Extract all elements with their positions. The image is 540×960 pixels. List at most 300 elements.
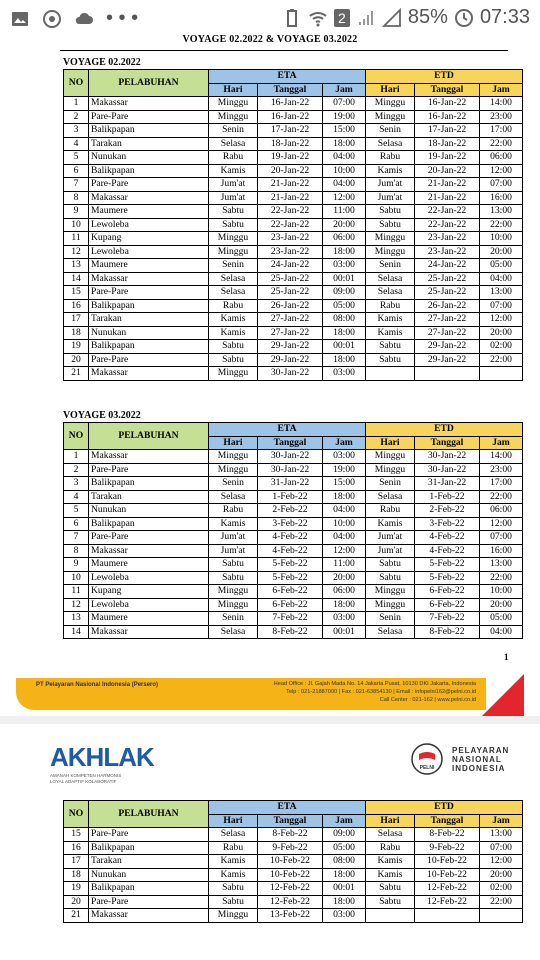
table-row (64, 286, 523, 300)
row-no: 4 (64, 490, 89, 504)
row-etd-hari: Selasa (366, 286, 415, 300)
header-etd-hari: Hari (366, 814, 415, 828)
row-etd-tanggal: 4-Feb-22 (415, 544, 480, 558)
row-eta-jam: 04:00 (323, 531, 366, 545)
row-port: Pare-Pare (89, 828, 209, 842)
table-row (64, 232, 523, 246)
header-etd: ETD (366, 70, 523, 84)
row-no: 5 (64, 504, 89, 518)
page-number: 1 (504, 652, 509, 662)
row-port: Nunukan (89, 151, 209, 165)
more-notifications-icon: • • • (106, 7, 139, 29)
wifi-icon (308, 8, 328, 28)
header-eta-tanggal: Tanggal (258, 436, 323, 450)
row-eta-hari: Kamis (209, 868, 258, 882)
row-etd-hari: Rabu (366, 299, 415, 313)
table-row (64, 450, 523, 464)
row-etd-jam: 20:00 (480, 326, 523, 340)
row-etd-jam: 14:00 (480, 450, 523, 464)
table-row (64, 326, 523, 340)
row-no: 17 (64, 313, 89, 327)
table-row (64, 612, 523, 626)
row-port: Pare-Pare (89, 286, 209, 300)
table-row (64, 531, 523, 545)
header-eta-jam: Jam (323, 814, 366, 828)
pelni-line-1: PELAYARAN (452, 745, 510, 755)
row-port: Makassar (89, 97, 209, 111)
row-etd-tanggal: 31-Jan-22 (415, 477, 480, 491)
row-eta-jam: 03:00 (323, 612, 366, 626)
row-port: Tarakan (89, 490, 209, 504)
row-port: Balikpapan (89, 841, 209, 855)
row-eta-tanggal: 10-Feb-22 (258, 855, 323, 869)
table-row (64, 151, 523, 165)
row-port: Pare-Pare (89, 353, 209, 367)
row-eta-hari: Kamis (209, 164, 258, 178)
row-no: 13 (64, 612, 89, 626)
row-eta-tanggal: 26-Jan-22 (258, 299, 323, 313)
row-etd-hari: Sabtu (366, 571, 415, 585)
row-eta-tanggal: 30-Jan-22 (258, 450, 323, 464)
row-etd-hari (366, 367, 415, 381)
row-eta-hari: Sabtu (209, 571, 258, 585)
row-eta-hari: Jum'at (209, 531, 258, 545)
row-etd-jam: 07:00 (480, 841, 523, 855)
row-etd-jam: 13:00 (480, 286, 523, 300)
row-eta-hari: Minggu (209, 450, 258, 464)
row-etd-hari: Rabu (366, 504, 415, 518)
row-eta-hari: Minggu (209, 909, 258, 923)
header-etd-tanggal: Tanggal (415, 814, 480, 828)
row-no: 20 (64, 353, 89, 367)
header-eta-hari: Hari (209, 83, 258, 97)
row-eta-jam: 18:00 (323, 353, 366, 367)
row-eta-hari: Minggu (209, 245, 258, 259)
row-etd-hari: Selasa (366, 137, 415, 151)
table-row (64, 191, 523, 205)
row-eta-jam: 05:00 (323, 299, 366, 313)
row-etd-jam: 17:00 (480, 124, 523, 138)
row-port: Pare-Pare (89, 463, 209, 477)
row-eta-tanggal: 7-Feb-22 (258, 612, 323, 626)
row-etd-tanggal: 2-Feb-22 (415, 504, 480, 518)
row-eta-hari: Senin (209, 259, 258, 273)
row-no: 14 (64, 272, 89, 286)
row-etd-jam: 22:00 (480, 571, 523, 585)
row-etd-tanggal: 17-Jan-22 (415, 124, 480, 138)
row-eta-tanggal: 29-Jan-22 (258, 353, 323, 367)
row-no: 12 (64, 598, 89, 612)
row-etd-jam: 20:00 (480, 598, 523, 612)
row-eta-hari: Minggu (209, 598, 258, 612)
akhlak-tagline-2: LOYAL ADAPTIF KOLABORATIF (50, 779, 117, 784)
table-row (64, 463, 523, 477)
table-row (64, 504, 523, 518)
row-eta-hari: Senin (209, 477, 258, 491)
row-eta-jam: 00:01 (323, 272, 366, 286)
row-eta-hari: Kamis (209, 326, 258, 340)
header-etd-hari: Hari (366, 83, 415, 97)
row-eta-hari: Selasa (209, 828, 258, 842)
row-eta-jam: 19:00 (323, 463, 366, 477)
row-eta-hari: Selasa (209, 272, 258, 286)
row-etd-tanggal: 16-Jan-22 (415, 110, 480, 124)
row-eta-hari: Selasa (209, 490, 258, 504)
table-row (64, 299, 523, 313)
row-eta-hari: Sabtu (209, 340, 258, 354)
row-etd-jam: 20:00 (480, 245, 523, 259)
pelni-line-3: INDONESIA (452, 763, 506, 773)
title-divider (60, 50, 508, 51)
row-eta-tanggal: 22-Jan-22 (258, 205, 323, 219)
row-eta-jam: 20:00 (323, 571, 366, 585)
header-eta-jam: Jam (323, 436, 366, 450)
row-eta-tanggal: 29-Jan-22 (258, 340, 323, 354)
header-eta-hari: Hari (209, 436, 258, 450)
row-port: Makassar (89, 909, 209, 923)
row-eta-jam: 19:00 (323, 110, 366, 124)
row-eta-hari: Rabu (209, 151, 258, 165)
row-eta-jam: 00:01 (323, 625, 366, 639)
voyage-02-label: VOYAGE 02.2022 (63, 57, 141, 68)
row-port: Maumere (89, 612, 209, 626)
footer-head-office: Head Office : Jl. Gajah Mada No. 14 Jakarta Pusat, 10130 DKI Jakarta, Indonesia (273, 681, 476, 687)
row-etd-hari: Selasa (366, 490, 415, 504)
akhlak-logo (50, 742, 154, 785)
row-etd-tanggal: 27-Jan-22 (415, 326, 480, 340)
row-eta-jam: 05:00 (323, 841, 366, 855)
row-port: Lewoleba (89, 571, 209, 585)
table-row (64, 598, 523, 612)
row-etd-jam: 13:00 (480, 558, 523, 572)
row-etd-jam: 06:00 (480, 504, 523, 518)
row-eta-tanggal: 6-Feb-22 (258, 585, 323, 599)
table-row (64, 124, 523, 138)
row-etd-hari: Selasa (366, 625, 415, 639)
row-port: Balikpapan (89, 517, 209, 531)
row-no: 5 (64, 151, 89, 165)
page-separator (0, 716, 540, 724)
row-eta-jam: 15:00 (323, 124, 366, 138)
row-no: 15 (64, 286, 89, 300)
row-no: 19 (64, 340, 89, 354)
row-no: 11 (64, 232, 89, 246)
header-eta-tanggal: Tanggal (258, 814, 323, 828)
row-eta-hari: Minggu (209, 232, 258, 246)
row-eta-hari: Senin (209, 124, 258, 138)
row-etd-tanggal: 27-Jan-22 (415, 313, 480, 327)
row-etd-tanggal: 18-Jan-22 (415, 137, 480, 151)
header-no: NO (64, 801, 89, 828)
header-port: PELABUHAN (89, 423, 209, 450)
row-etd-tanggal: 29-Jan-22 (415, 340, 480, 354)
row-eta-hari: Minggu (209, 585, 258, 599)
row-eta-hari: Sabtu (209, 218, 258, 232)
row-port: Balikpapan (89, 882, 209, 896)
voyage-03-continued-body (64, 828, 523, 923)
row-etd-jam: 12:00 (480, 313, 523, 327)
table-row (64, 558, 523, 572)
clock-icon (454, 8, 474, 28)
row-port: Pare-Pare (89, 895, 209, 909)
row-no: 1 (64, 97, 89, 111)
row-no: 9 (64, 558, 89, 572)
row-etd-hari: Jum'at (366, 531, 415, 545)
row-port: Pare-Pare (89, 110, 209, 124)
row-etd-jam: 12:00 (480, 855, 523, 869)
row-port: Makassar (89, 272, 209, 286)
row-etd-tanggal: 12-Feb-22 (415, 895, 480, 909)
row-eta-jam: 18:00 (323, 598, 366, 612)
row-etd-jam: 10:00 (480, 232, 523, 246)
row-port: Lewoleba (89, 218, 209, 232)
row-etd-jam: 13:00 (480, 828, 523, 842)
table-row (64, 245, 523, 259)
row-port: Tarakan (89, 313, 209, 327)
footer-contact-block (226, 680, 476, 704)
row-eta-tanggal: 6-Feb-22 (258, 598, 323, 612)
row-port: Balikpapan (89, 124, 209, 138)
row-port: Balikpapan (89, 477, 209, 491)
row-eta-hari: Senin (209, 612, 258, 626)
row-eta-tanggal: 5-Feb-22 (258, 571, 323, 585)
table-row (64, 517, 523, 531)
row-eta-jam: 06:00 (323, 585, 366, 599)
row-eta-jam: 04:00 (323, 504, 366, 518)
row-etd-hari: Senin (366, 259, 415, 273)
row-etd-hari: Kamis (366, 313, 415, 327)
row-eta-tanggal: 22-Jan-22 (258, 218, 323, 232)
table-row (64, 544, 523, 558)
row-etd-jam: 22:00 (480, 490, 523, 504)
row-no: 10 (64, 571, 89, 585)
row-port: Maumere (89, 205, 209, 219)
row-eta-tanggal: 2-Feb-22 (258, 504, 323, 518)
header-etd-hari: Hari (366, 436, 415, 450)
row-no: 15 (64, 828, 89, 842)
row-no: 2 (64, 110, 89, 124)
pelni-emblem-icon (410, 742, 444, 776)
sim-badge: 2 (334, 9, 350, 27)
row-etd-hari: Kamis (366, 868, 415, 882)
row-etd-jam: 07:00 (480, 531, 523, 545)
row-etd-jam: 07:00 (480, 178, 523, 192)
voyage-03-continued-table (63, 800, 523, 923)
row-no: 13 (64, 259, 89, 273)
table-row (64, 272, 523, 286)
row-eta-tanggal: 9-Feb-22 (258, 841, 323, 855)
row-port: Pare-Pare (89, 178, 209, 192)
row-etd-hari: Minggu (366, 463, 415, 477)
header-port: PELABUHAN (89, 70, 209, 97)
row-eta-hari: Sabtu (209, 882, 258, 896)
row-eta-jam: 11:00 (323, 205, 366, 219)
table-row (64, 178, 523, 192)
voyage-03-body (64, 450, 523, 639)
header-eta-tanggal: Tanggal (258, 83, 323, 97)
row-etd-tanggal: 30-Jan-22 (415, 463, 480, 477)
row-eta-tanggal: 25-Jan-22 (258, 286, 323, 300)
row-etd-hari: Kamis (366, 164, 415, 178)
row-etd-tanggal: 5-Feb-22 (415, 558, 480, 572)
row-eta-jam: 11:00 (323, 558, 366, 572)
pelni-line-2: NASIONAL (452, 754, 502, 764)
row-port: Makassar (89, 367, 209, 381)
clock-time: 07:33 (479, 6, 530, 28)
row-etd-jam (480, 909, 523, 923)
row-eta-hari: Minggu (209, 97, 258, 111)
row-etd-jam: 06:00 (480, 151, 523, 165)
row-etd-tanggal: 22-Jan-22 (415, 205, 480, 219)
row-etd-hari: Selasa (366, 828, 415, 842)
pelni-wordmark (452, 746, 509, 773)
pelni-logo (410, 742, 509, 776)
header-etd-jam: Jam (480, 436, 523, 450)
row-etd-tanggal: 3-Feb-22 (415, 517, 480, 531)
row-eta-tanggal: 18-Jan-22 (258, 137, 323, 151)
footer-contact: Telp : 021-21887000 | Fax : 021-63854130 | Email : infopelni162@pelni.co.id (286, 689, 476, 695)
row-etd-hari: Sabtu (366, 882, 415, 896)
row-eta-tanggal: 8-Feb-22 (258, 828, 323, 842)
row-etd-hari: Kamis (366, 855, 415, 869)
row-port: Lewoleba (89, 598, 209, 612)
row-etd-tanggal: 26-Jan-22 (415, 299, 480, 313)
table-row (64, 110, 523, 124)
table-row (64, 895, 523, 909)
footer-company: PT Pelayaran Nasional Indonesia (Persero) (36, 682, 159, 688)
row-eta-tanggal: 10-Feb-22 (258, 868, 323, 882)
row-eta-tanggal: 27-Jan-22 (258, 313, 323, 327)
row-eta-tanggal: 31-Jan-22 (258, 477, 323, 491)
row-eta-jam: 07:00 (323, 97, 366, 111)
header-etd: ETD (366, 801, 523, 815)
row-eta-jam: 18:00 (323, 326, 366, 340)
row-eta-jam: 03:00 (323, 259, 366, 273)
table-row (64, 313, 523, 327)
row-etd-hari: Minggu (366, 450, 415, 464)
row-etd-jam: 05:00 (480, 612, 523, 626)
row-eta-jam: 09:00 (323, 828, 366, 842)
row-eta-tanggal: 8-Feb-22 (258, 625, 323, 639)
row-no: 21 (64, 909, 89, 923)
row-port: Nunukan (89, 868, 209, 882)
row-no: 11 (64, 585, 89, 599)
table-row (64, 353, 523, 367)
row-port: Lewoleba (89, 245, 209, 259)
row-etd-tanggal: 20-Jan-22 (415, 164, 480, 178)
row-port: Kupang (89, 232, 209, 246)
row-no: 8 (64, 544, 89, 558)
header-etd: ETD (366, 423, 523, 437)
row-eta-tanggal: 4-Feb-22 (258, 531, 323, 545)
row-etd-tanggal: 6-Feb-22 (415, 585, 480, 599)
row-eta-jam: 04:00 (323, 178, 366, 192)
row-eta-jam: 20:00 (323, 218, 366, 232)
row-eta-tanggal: 4-Feb-22 (258, 544, 323, 558)
row-port: Makassar (89, 544, 209, 558)
row-etd-hari: Rabu (366, 151, 415, 165)
row-etd-tanggal: 16-Jan-22 (415, 97, 480, 111)
row-etd-tanggal: 22-Jan-22 (415, 218, 480, 232)
akhlak-wordmark: AKHLAK (50, 742, 154, 772)
row-no: 8 (64, 191, 89, 205)
row-etd-tanggal: 23-Jan-22 (415, 245, 480, 259)
row-eta-jam: 09:00 (323, 286, 366, 300)
row-eta-tanggal: 27-Jan-22 (258, 326, 323, 340)
header-etd-tanggal: Tanggal (415, 436, 480, 450)
footer-red-accent (482, 674, 524, 716)
row-etd-hari: Jum'at (366, 191, 415, 205)
row-eta-tanggal: 30-Jan-22 (258, 463, 323, 477)
table-row (64, 625, 523, 639)
row-eta-hari: Jum'at (209, 191, 258, 205)
row-no: 1 (64, 450, 89, 464)
row-port: Balikpapan (89, 299, 209, 313)
table-row (64, 841, 523, 855)
row-eta-tanggal: 17-Jan-22 (258, 124, 323, 138)
row-port: Kupang (89, 585, 209, 599)
row-etd-jam: 16:00 (480, 544, 523, 558)
row-eta-jam: 00:01 (323, 882, 366, 896)
table-row (64, 164, 523, 178)
row-no: 18 (64, 326, 89, 340)
row-etd-jam: 23:00 (480, 110, 523, 124)
row-etd-tanggal (415, 909, 480, 923)
row-etd-hari: Minggu (366, 97, 415, 111)
row-etd-hari: Jum'at (366, 178, 415, 192)
row-etd-hari: Senin (366, 477, 415, 491)
row-port: Balikpapan (89, 340, 209, 354)
table-row (64, 477, 523, 491)
row-eta-tanggal: 19-Jan-22 (258, 151, 323, 165)
row-etd-tanggal: 10-Feb-22 (415, 868, 480, 882)
header-eta: ETA (209, 70, 366, 84)
row-no: 12 (64, 245, 89, 259)
row-etd-tanggal: 12-Feb-22 (415, 882, 480, 896)
row-etd-hari: Sabtu (366, 218, 415, 232)
row-eta-tanggal: 30-Jan-22 (258, 367, 323, 381)
row-etd-hari: Kamis (366, 517, 415, 531)
row-eta-jam: 03:00 (323, 450, 366, 464)
row-etd-tanggal: 6-Feb-22 (415, 598, 480, 612)
row-no: 7 (64, 531, 89, 545)
battery-saver-icon (282, 8, 302, 28)
table-row (64, 855, 523, 869)
row-eta-jam: 03:00 (323, 367, 366, 381)
row-etd-tanggal: 1-Feb-22 (415, 490, 480, 504)
row-etd-jam: 02:00 (480, 340, 523, 354)
row-port: Tarakan (89, 137, 209, 151)
row-no: 4 (64, 137, 89, 151)
row-eta-jam: 18:00 (323, 868, 366, 882)
row-eta-jam: 12:00 (323, 544, 366, 558)
row-no: 18 (64, 868, 89, 882)
row-eta-tanggal: 20-Jan-22 (258, 164, 323, 178)
row-etd-hari: Sabtu (366, 205, 415, 219)
row-port: Balikpapan (89, 164, 209, 178)
row-eta-tanggal: 12-Feb-22 (258, 895, 323, 909)
row-etd-jam: 22:00 (480, 218, 523, 232)
row-eta-hari: Minggu (209, 463, 258, 477)
row-etd-hari: Selasa (366, 272, 415, 286)
row-etd-hari: Senin (366, 612, 415, 626)
table-row (64, 367, 523, 381)
row-port: Nunukan (89, 326, 209, 340)
row-eta-jam: 18:00 (323, 895, 366, 909)
row-etd-tanggal: 10-Feb-22 (415, 855, 480, 869)
table-row (64, 490, 523, 504)
row-etd-jam: 10:00 (480, 585, 523, 599)
